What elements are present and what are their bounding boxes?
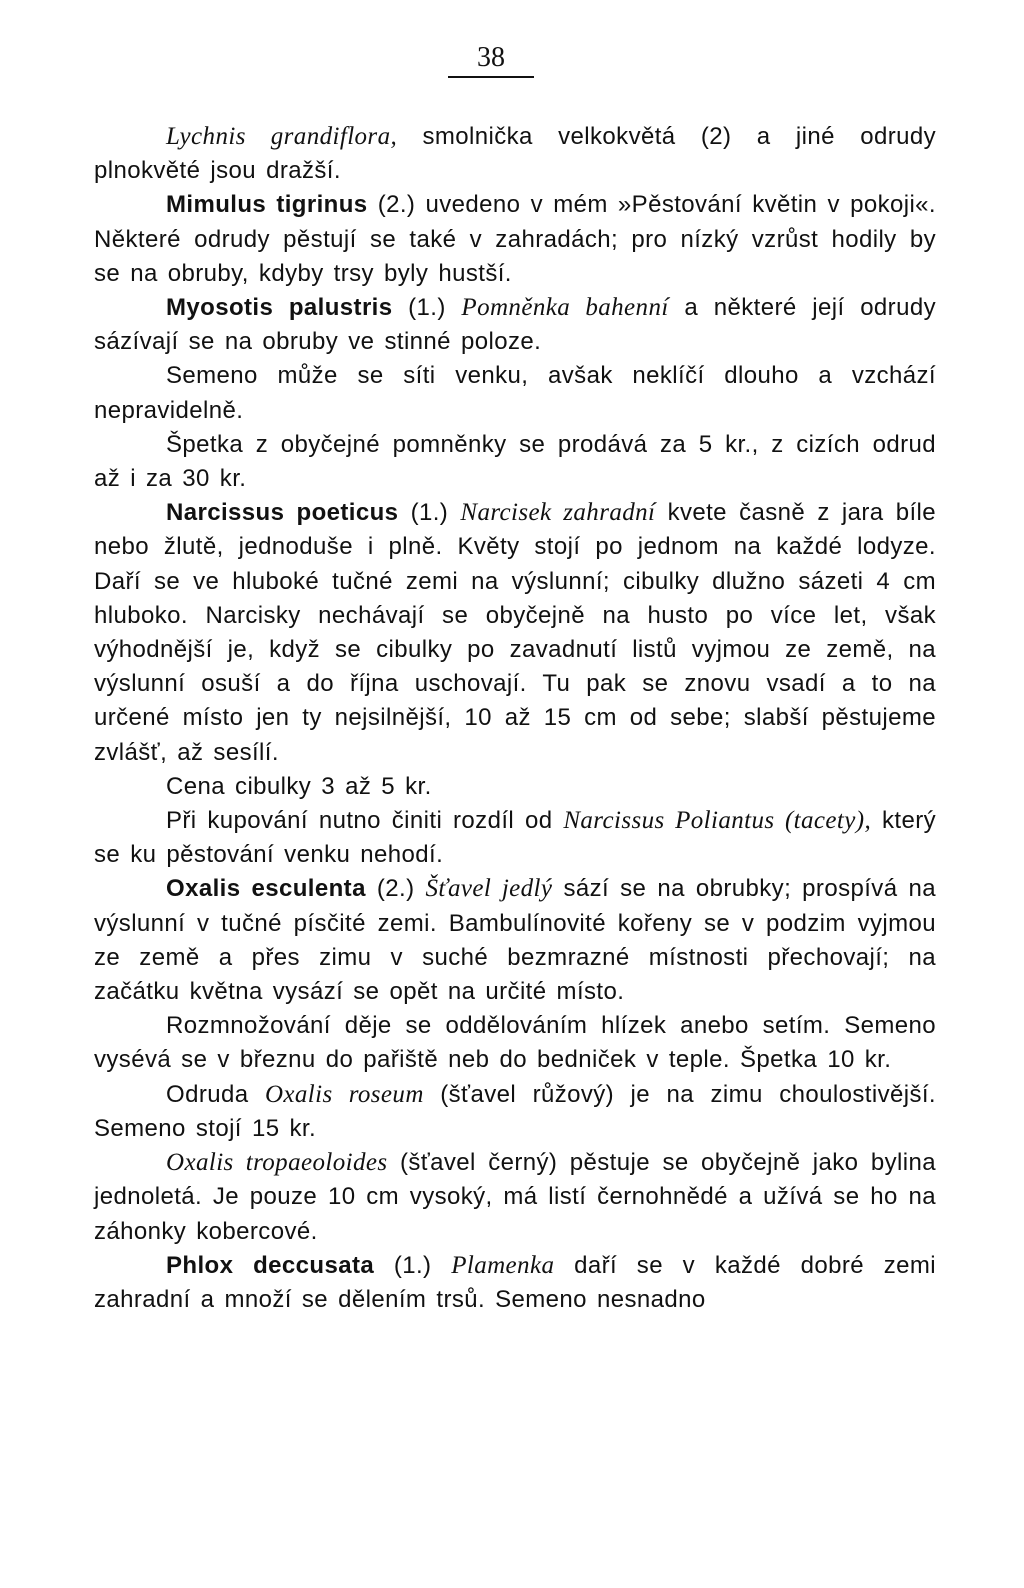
paragraph bbox=[94, 359, 936, 427]
paragraph-text: Semeno může se síti venku, avšak neklíčí dlouho a vzchází nepravidelně. bbox=[94, 362, 936, 424]
paragraph bbox=[94, 770, 936, 804]
italic-term: Plamenka bbox=[451, 1251, 555, 1279]
paragraph-text: (2.) bbox=[365, 875, 426, 903]
paragraph-text: který se ku pěstování venku nehodí. bbox=[94, 807, 936, 869]
italic-term: Oxalis tropaeoloides bbox=[166, 1149, 388, 1177]
italic-term: Narcisek zahradní bbox=[460, 499, 656, 527]
paragraph-text: Odruda bbox=[166, 1080, 265, 1108]
paragraph bbox=[94, 1078, 936, 1146]
paragraph bbox=[94, 188, 936, 291]
paragraph bbox=[94, 120, 936, 188]
plant-name: Phlox deccusata bbox=[166, 1251, 375, 1279]
paragraph-text: daří se v každé dobré zemi zahradní a množí se dělením trsů. Semeno nesnadno bbox=[94, 1251, 936, 1313]
plant-name: Mimulus tigrinus bbox=[166, 191, 368, 219]
paragraph bbox=[94, 804, 936, 872]
paragraph bbox=[94, 428, 936, 496]
paragraph-text: Špetka z obyčejné pomněnky se prodává za 5 kr., z cizích odrud až i za 30 kr. bbox=[94, 430, 936, 493]
italic-term: Lychnis grandiflora, bbox=[166, 123, 398, 150]
paragraph-text: Cena cibulky 3 až 5 kr. bbox=[166, 772, 432, 800]
paragraph bbox=[94, 291, 936, 359]
paragraph-text: sází se na obrubky; prospívá na výslunní v tučné písčité zemi. Bambulínovité kořeny se v podzim vyjmou ze země a přes zimu v suché bezmrazné místnosti přechovají; na začátku května vysází se opět na určité místo. bbox=[94, 875, 936, 1006]
paragraph bbox=[94, 1009, 936, 1077]
paragraph-text: Při kupování nutno činiti rozdíl od bbox=[166, 807, 564, 835]
plant-name: Narcissus poeticus bbox=[166, 499, 399, 527]
paragraph-text: Rozmnožování děje se oddělováním hlízek anebo setím. Semeno vysévá se v březnu do pařiště neb do bedniček v teple. Špetka 10 kr. bbox=[94, 1012, 936, 1074]
paragraph bbox=[94, 872, 936, 1009]
paragraph bbox=[94, 1146, 936, 1249]
paragraph bbox=[94, 496, 936, 770]
italic-term: Pomněnka bahenní bbox=[461, 294, 669, 322]
italic-term: Narcissus Poliantus (tacety), bbox=[563, 807, 872, 835]
paragraph bbox=[94, 1249, 936, 1317]
paragraph-text: (1.) bbox=[392, 294, 462, 322]
paragraph-text: kvete časně z jara bíle nebo žlutě, jednoduše i plně. Květy stojí po jednom na každé lodyze. Daří se ve hluboké tučné zemi na výslunní; cibulky dlužno sázeti 4 cm hluboko. Narcisky nechávají se obyčejně na husto po více let, však výhodnější je, když se cibulky po zavadnutí listů vyjmou ze země, na výslunní osuší a do října uschovají. Tu pak se znovu vsadí a to na určené místo jen ty nejsilnější, 10 až 15 cm od sebe; slabší pěstujeme zvlášť, až sesílí. bbox=[94, 499, 936, 766]
paragraph-text: (šťavel růžový) je na zimu choulostivější. Semeno stojí 15 kr. bbox=[94, 1080, 936, 1142]
paragraph-text: a některé její odrudy sázívají se na obruby ve stinné poloze. bbox=[94, 294, 936, 356]
paragraph-text: smolnička velkokvětá (2) a jiné odrudy plnokvěté jsou dražší. bbox=[94, 123, 936, 185]
paragraph-text: (šťavel černý) pěstuje se obyčejně jako bylina jednoletá. Je pouze 10 cm vysoký, má listí černohnědé a užívá se ho na záhonky kobercové. bbox=[94, 1149, 936, 1245]
paragraph-text: (2.) uvedeno v mém »Pěstování květin v pokoji«. Některé odrudy pěstují se také v zahradách; pro nízký vzrůst hodily by se na obruby, kdyby trsy byly hustší. bbox=[94, 191, 936, 287]
paragraph-text: (1.) bbox=[398, 499, 461, 527]
body-text bbox=[94, 120, 936, 1317]
plant-name: Oxalis esculenta bbox=[166, 875, 366, 903]
page-number: 38 bbox=[448, 42, 534, 78]
italic-term: Šťavel jedlý bbox=[425, 875, 553, 903]
italic-term: Oxalis roseum bbox=[264, 1080, 424, 1108]
plant-name: Myosotis palustris bbox=[166, 294, 393, 322]
paragraph-text: (1.) bbox=[374, 1251, 452, 1279]
